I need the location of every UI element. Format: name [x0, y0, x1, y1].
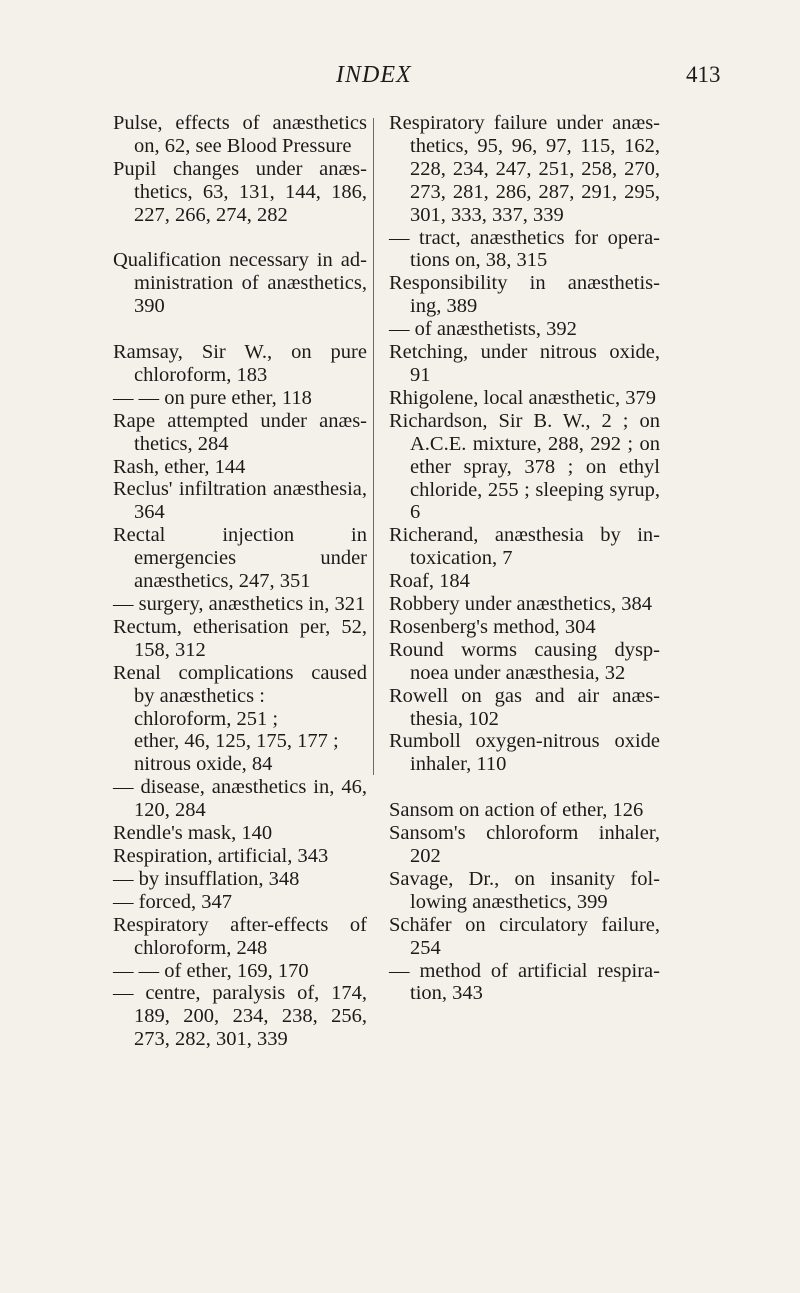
index-entry: Qualification necessary in ad- ministration of anæsthetics, 390 [113, 249, 367, 318]
index-entry: Schäfer on circulatory failure, 254 [389, 913, 660, 959]
index-subentry: chloroform, 251 ; [134, 707, 279, 730]
index-entry: Renal complications caused by anæsthetics : [113, 661, 367, 707]
index-entry: — surgery, anæsthetics in, 321 [113, 593, 366, 615]
index-entry: Responsibility in anæsthetis- ing, 389 [389, 272, 660, 318]
column-divider [373, 118, 374, 775]
index-entry: Rash, ether, 144 [113, 455, 246, 478]
index-entry: — method of artificial respira- tion, 343 [389, 959, 660, 1005]
index-entry: Reclus' infiltration anæsthesia, 364 [113, 478, 367, 524]
index-entry: — of anæsthetists, 392 [389, 318, 577, 341]
index-column-right [389, 112, 660, 1005]
page-number: 413 [686, 62, 721, 87]
index-entry: Robbery under anæsthetics, 384 [389, 593, 653, 616]
index-entry: Richardson, Sir B. W., 2 ; on A.C.E. mixture, 288, 292 ; on ether spray, 378 ; on ethyl chloride, 255 ; sleeping syrup, 6 [389, 409, 660, 524]
index-entry: Ramsay, Sir W., on pure chloroform, 183 [113, 341, 367, 386]
index-entry: Sansom on action of ether, 126 [389, 799, 644, 822]
index-entry: Round worms causing dysp- noea under anæsthesia, 32 [389, 638, 660, 684]
index-entry: — forced, 347 [113, 890, 232, 913]
index-subentry: nitrous oxide, 84 [134, 753, 273, 776]
index-entry: Respiratory failure under anæs- thetics, 95, 96, 97, 115, 162, 228, 234, 247, 251, 258, 270, 273, 281, 286, 287, 291, 295, 301, 333, 337, 339 [389, 112, 660, 226]
index-entry: Savage, Dr., on insanity fol- lowing anæsthetics, 399 [389, 867, 660, 913]
index-entry: Retching, under nitrous oxide, 91 [389, 341, 660, 386]
page-header [0, 62, 800, 92]
index-entry: Rosenberg's method, 304 [389, 615, 596, 638]
index-entry: Rape attempted under anæs- thetics, 284 [113, 409, 367, 455]
index-entry: Sansom's chloroform inhaler, 202 [389, 822, 660, 867]
index-entry: Rectum, etherisation per, 52, 158, 312 [113, 615, 367, 661]
index-entry: Rendle's mask, 140 [113, 822, 273, 845]
index-entry: Rumboll oxygen-nitrous oxide inhaler, 110 [389, 730, 660, 776]
index-entry: Respiration, artificial, 343 [113, 844, 329, 867]
index-entry: — tract, anæsthetics for opera- tions on, 38, 315 [389, 226, 660, 272]
index-entry: — by insufflation, 348 [113, 867, 300, 890]
index-entry: Richerand, anæsthesia by in- toxication, 7 [389, 524, 660, 570]
index-subentry: ether, 46, 125, 175, 177 ; [134, 730, 339, 753]
index-entry: — — on pure ether, 118 [113, 386, 312, 409]
index-entry: — disease, anæsthetics in, 46, 120, 284 [113, 776, 367, 822]
index-entry: Respiratory after-effects of chloroform, 248 [113, 913, 367, 959]
index-entry: Pupil changes under anæs- thetics, 63, 131, 144, 186, 227, 266, 274, 282 [113, 157, 367, 226]
index-column-left [113, 112, 367, 1051]
index-entry: Pulse, effects of anæsthetics on, 62, see Blood Pressure [113, 112, 367, 157]
index-entry: Rhigolene, local anæsthetic, 379 [389, 386, 657, 409]
index-entry: Rowell on gas and air anæs- thesia, 102 [389, 684, 660, 730]
index-entry: — — of ether, 169, 170 [113, 959, 309, 982]
running-title: INDEX [336, 62, 412, 88]
index-entry: — centre, paralysis of, 174, 189, 200, 234, 238, 256, 273, 282, 301, 339 [113, 982, 367, 1051]
index-entry: Roaf, 184 [389, 570, 470, 593]
index-entry: Rectal injection in emergencies under anæsthetics, 247, 351 [113, 524, 367, 593]
